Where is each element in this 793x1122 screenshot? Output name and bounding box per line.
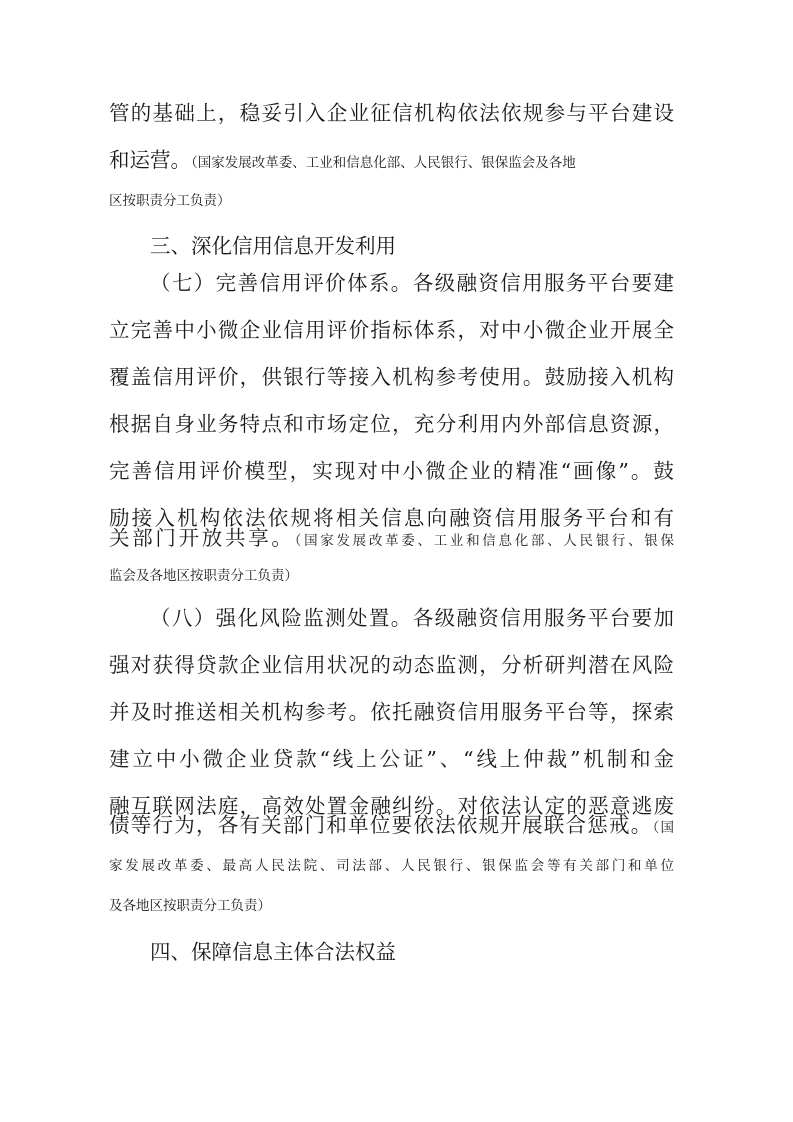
paragraph-line: 管的基础上，稳妥引入企业征信机构依法依规参与平台建设 xyxy=(109,101,674,125)
paragraph-text: 和运营。 xyxy=(109,148,191,172)
responsibility-note: 家发展改革委、最高人民法院、司法部、人民银行、银保监会等有关部门和单位 xyxy=(109,858,674,874)
paragraph-text: 债等行为，各有关部门和单位要依法依规开展联合惩戒。 xyxy=(109,813,653,837)
paragraph-line: 立完善中小微企业信用评价指标体系，对中小微企业开展全 xyxy=(109,318,674,342)
paragraph-line xyxy=(109,146,674,174)
paragraph-text: 各级融资信用服务平台要加 xyxy=(412,606,675,630)
paragraph-lead: （七）完善信用评价体系。 xyxy=(150,271,413,295)
responsibility-note: （国家发展改革委、工业和信息化部、人民银行、银保 xyxy=(294,533,675,549)
paragraph-line xyxy=(150,269,674,297)
paragraph-text: 各级融资信用服务平台要建 xyxy=(412,271,675,295)
paragraph-line: 并及时推送相关机构参考。依托融资信用服务平台等，探索 xyxy=(109,700,674,724)
responsibility-note: 区按职责分工负责） xyxy=(109,193,231,209)
paragraph-line xyxy=(109,524,674,552)
paragraph-line xyxy=(109,811,674,839)
paragraph-line: 完善信用评价模型，实现对中小微企业的精准“画像”。鼓 xyxy=(109,459,674,483)
section-heading: 三、深化信用信息开发利用 xyxy=(150,234,396,258)
paragraph-lead: （八）强化风险监测处置。 xyxy=(150,606,413,630)
paragraph-line: 根据自身业务特点和市场定位，充分利用内外部信息资源， xyxy=(109,412,674,436)
section-heading: 四、保障信息主体合法权益 xyxy=(150,940,396,964)
responsibility-note: 及各地区按职责分工负责） xyxy=(109,898,271,914)
paragraph-line: 励接入机构依法依规将相关信息向融资信用服务平台和有 xyxy=(109,506,674,530)
responsibility-note: （国家发展改革委、工业和信息化部、人民银行、银保监会及各地 xyxy=(191,155,576,171)
paragraph-line xyxy=(150,604,674,632)
paragraph-text: 关部门开放共享。 xyxy=(109,526,295,550)
paragraph-line: 覆盖信用评价，供银行等接入机构参考使用。鼓励接入机构 xyxy=(109,365,674,389)
responsibility-note: 监会及各地区按职责分工负责） xyxy=(109,568,298,584)
paragraph-line: 建立中小微企业贷款“线上公证”、“线上仲裁”机制和金 xyxy=(109,747,674,771)
paragraph-line: 强对获得贷款企业信用状况的动态监测，分析研判潜在风险 xyxy=(109,653,674,677)
paragraph-line: 融互联网法庭，高效处置金融纠纷。对依法认定的恶意逃废 xyxy=(109,794,674,818)
responsibility-note: （国 xyxy=(652,820,675,836)
